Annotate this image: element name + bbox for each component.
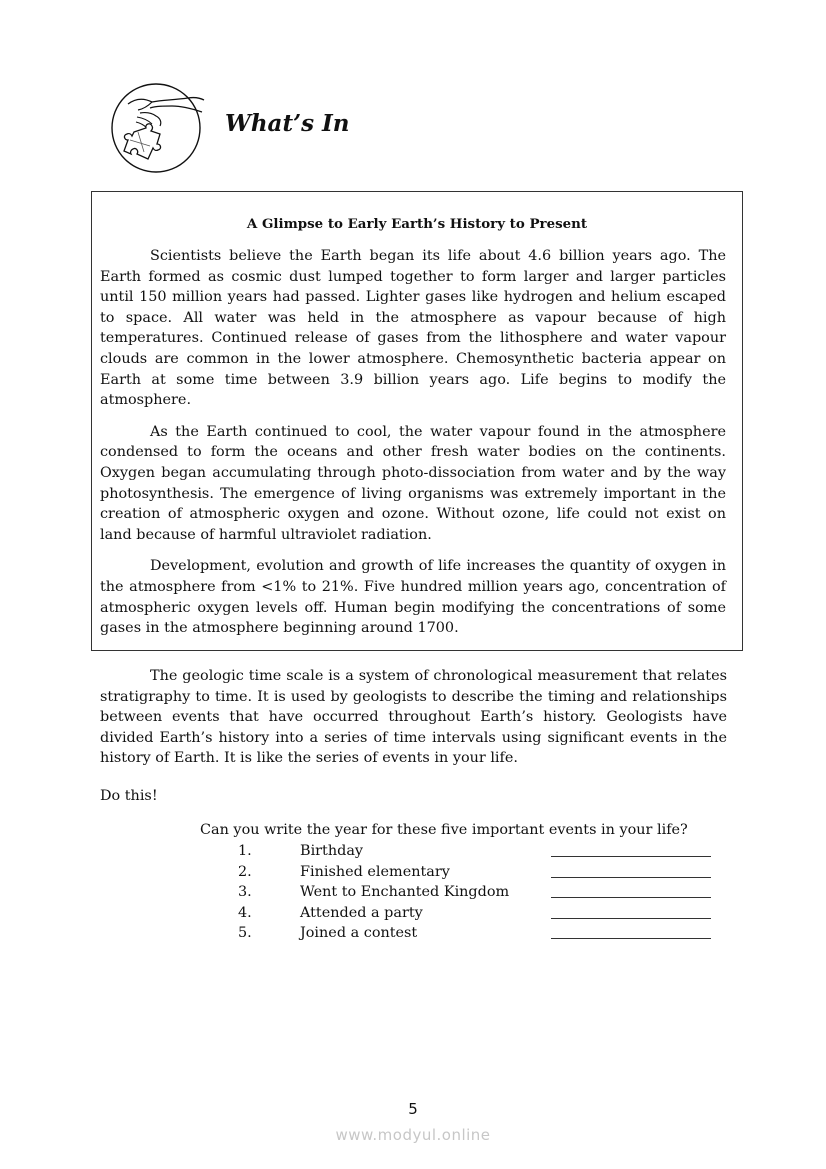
year-answer-blank[interactable] [551,897,711,898]
section-title: What’s In [225,110,350,137]
watermark: www.modyul.online [335,1126,491,1144]
list-item [0,841,826,862]
list-item [0,903,826,924]
article-paragraph: As the Earth continued to cool, the water vapour found in the atmosphere condensed to form the oceans and other fresh water bodies on the continents. Oxygen began accumulating through photo-dissociation from water and by the way photosynthesis. The emergence of living organisms was extremely important in the creation of atmospheric oxygen and ozone. Without ozone, life could not exist on land because of harmful ultraviolet radiation. [100,423,726,543]
year-answer-blank[interactable] [551,938,711,939]
hand-puzzle-piece-icon [110,82,210,174]
article-paragraph: Scientists believe the Earth began its life about 4.6 billion years ago. The Earth formed as cosmic dust lumped together to form larger and larger particles until 150 million years had passed. Lighter gases like hydrogen and helium escaped to space. All water was held in the atmosphere as vapour because of high temperatures. Continued release of gases from the lithosphere and water vapour clouds are common in the lower atmosphere. Chemosynthetic bacteria appear on Earth at some time between 3.9 billion years ago. Life begins to modify the atmosphere. [100,248,726,409]
event-label: Finished elementary [300,863,450,880]
event-number: 2. [238,863,252,880]
event-label: Joined a contest [300,925,418,942]
event-number: 5. [238,925,252,942]
list-item [0,882,826,903]
activity-question: Can you write the year for these five important events in your life? [200,822,688,838]
year-answer-blank[interactable] [551,877,711,878]
year-answer-blank[interactable] [551,918,711,919]
event-label: Attended a party [300,904,423,921]
year-answer-blank[interactable] [551,856,711,857]
list-item [0,862,826,883]
article-paragraph: Development, evolution and growth of life increases the quantity of oxygen in the atmosphere from <1% to 21%. Five hundred million years ago, concentration of atmospheric oxygen levels off. Human begin modifying the concentrations of some gases in the atmosphere beginning around 1700. [100,558,726,637]
event-number: 4. [238,904,252,921]
article-body [100,246,726,650]
page-number: 5 [408,1100,418,1118]
article-box [91,191,743,651]
event-number: 3. [238,884,252,901]
event-label: Birthday [300,843,364,859]
do-this-label: Do this! [100,788,158,804]
events-list [0,841,826,944]
list-item [0,923,826,944]
article-title: A Glimpse to Early Earth’s History to Present [246,216,588,232]
event-number: 1. [238,843,252,859]
geologic-time-scale-paragraph: The geologic time scale is a system of chronological measurement that relates stratigraphy to time. It is used by geologists to describe the timing and relationships between events that have occurred throughout Earth’s history. Geologists have divided Earth’s history into a series of time intervals using significant events in the history of Earth. It is like the series of events in your life. [100,668,727,767]
event-label: Went to Enchanted Kingdom [300,884,510,901]
